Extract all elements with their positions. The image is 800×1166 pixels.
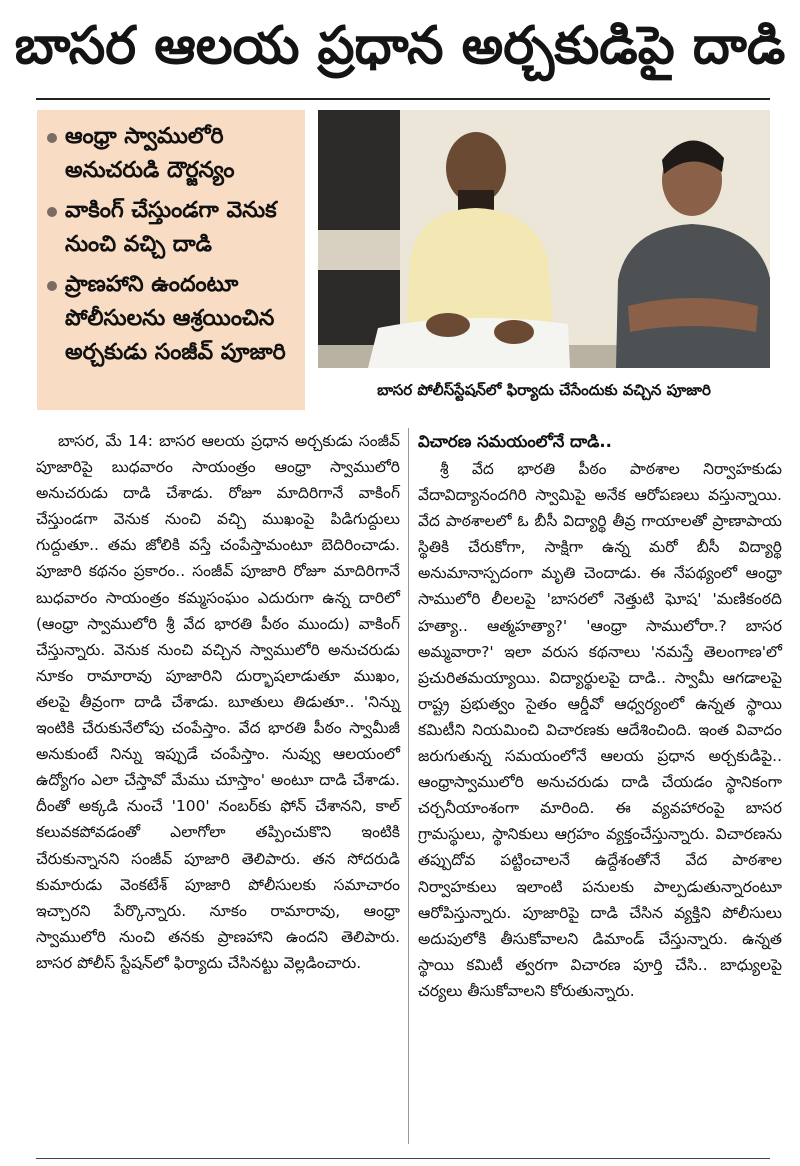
highlight-item bbox=[47, 120, 297, 188]
bullet-dot-icon bbox=[47, 207, 57, 217]
headline-rule bbox=[36, 98, 770, 100]
column-divider bbox=[408, 428, 409, 1144]
article-right-column bbox=[418, 428, 782, 1004]
highlight-text: వాకింగ్ చేస్తుండగా వెనుక నుంచి వచ్చి దాడి bbox=[65, 198, 277, 257]
article-paragraph: శ్రీ వేద భారతి పీఠం పాఠశాల నిర్వాహకుడు వేదావిద్యానందగిరి స్వామిపై అనేక ఆరోపణలు వస్తున్నాయి. వేద పాఠశాలలో ఓ బీసీ విద్యార్థి తీవ్ర గాయాలతో ప్రాణాపాయ స్థితికి చేరుకోగా, సాక్షిగా ఉన్న మరో బీసీ విద్యార్థి అనుమానాస్పదంగా మృతి చెందాడు. ఈ నేపథ్యంలో ఆంధ్రా సాములోరి లీలలపై 'బాసరలో నెత్తుటి ఘోష' 'మణికంఠది హత్యా.. ఆత్మహత్యా?' 'ఆంధ్రా సాములోరా.? బాసర అమ్మవారా?' ఇలా వరుస కథనాలు 'నమస్తే తెలంగాణ'లో ప్రచురితమయ్యాయి. విద్యార్థులపై దాడి.. స్వామీ ఆగడాలపై రాష్ట్ర ప్రభుత్వం సైతం ఆర్డీవో ఆధ్వర్యంలో ఉన్నత స్థాయి కమిటీని నియమించి విచారణకు ఆదేశించింది. ఇంత వివాదం జరుగుతున్న సమయంలోనే ఆలయ ప్రధాన అర్చకుడిపై.. ఆంధ్రాస్వాములోరి అనుచరుడు దాడి చేయడం స్థానికంగా చర్చనీయాంశంగా మారింది. ఈ వ్యవహారంపై బాసర గ్రామస్థులు, స్థానికులు ఆగ్రహం వ్యక్తంచేస్తున్నారు. విచారణను తప్పుదోవ పట్టించాలనే ఉద్దేశంతోనే వేద పాఠశాల నిర్వాహకులు ఇలాంటి పనులకు పాల్పడుతున్నారంటూ ఆరోపిస్తున్నారు. పూజారిపై దాడి చేసిన వ్యక్తిని పోలీసులు అదుపులోకి తీసుకోవాలని డిమాండ్ చేస్తున్నారు. ఉన్నత స్థాయి కమిటీ త్వరగా విచారణ పూర్తి చేసి.. బాధ్యులపై చర్యలు తీసుకోవాలని కోరుతున్నారు. bbox=[418, 460, 782, 1000]
highlight-item bbox=[47, 194, 297, 262]
photo-caption: బాసర పోలీస్‌స్టేషన్‌లో ఫిర్యాదు చేసేందుకు వచ్చిన పూజారి bbox=[377, 381, 711, 399]
news-photo bbox=[318, 110, 770, 368]
subheading: విచారణ సమయంలోనే దాడి.. bbox=[418, 432, 612, 451]
highlight-text: ప్రాణహాని ఉందంటూ పోలీసులను ఆశ్రయించిన అర్చకుడు సంజీవ్ పూజారి bbox=[65, 272, 286, 365]
highlight-item bbox=[47, 268, 297, 370]
highlights-box bbox=[37, 110, 305, 410]
bottom-rule bbox=[36, 1158, 770, 1159]
headline: బాసర ఆలయ ప్రధాన అర్చకుడిపై దాడి bbox=[14, 15, 786, 76]
highlight-text: ఆంధ్రా స్వాములోరి అనుచరుడి దౌర్జన్యం bbox=[65, 124, 235, 183]
bullet-dot-icon bbox=[47, 133, 57, 143]
photo-illustration bbox=[318, 110, 770, 368]
article-left-column bbox=[36, 428, 400, 976]
bullet-dot-icon bbox=[47, 281, 57, 291]
article-paragraph: బాసర, మే 14: బాసర ఆలయ ప్రధాన అర్చకుడు సంజీవ్ పూజారిపై బుధవారం సాయంత్రం ఆంధ్రా స్వాములోరి అనుచరుడు దాడి చేశాడు. రోజూ మాదిరిగానే వాకింగ్ చేస్తుండగా వెనుక నుంచి వచ్చి ముఖంపై పిడిగుద్దులు గుద్దుతూ.. తమ జోలికి వస్తే చంపేస్తామంటూ బెదిరించాడు. పూజారి కథనం ప్రకారం.. సంజీవ్ పూజారి రోజూ మాదిరిగానే బుధవారం సాయంత్రం కమ్మసంఘం ఎదురుగా ఉన్న దారిలో (ఆంధ్రా స్వాములోరి శ్రీ వేద భారతి పీఠం ముందు) వాకింగ్ చేస్తున్నారు. వెనుక నుంచి వచ్చిన స్వాములోరి అనుచరుడు నూకం రామారావు పూజారిని దుర్భాషలాడుతూ ముఖం, తలపై తీవ్రంగా దాడి చేశాడు. బూతులు తిడుతూ.. 'నిన్ను ఇంటికి చేరుకునేలోపు చంపేస్తాం. వేద భారతి పీఠం స్వామీజీ అనుకుంటే నిన్ను ఇప్పుడే చంపేస్తాం. నువ్వు ఆలయంలో ఉద్యోగం ఎలా చేస్తావో మేము చూస్తాం' అంటూ దాడి చేశాడు. దీంతో అక్కడి నుంచే '100' నంబర్‌కు ఫోన్ చేశానని, కాల్ కలువకపోవడంతో ఎలాగోలా తప్పించుకొని ఇంటికి చేరుకున్నానని సంజీవ్ పూజారి తెలిపారు. తన సోదరుడి కుమారుడు వెంకటేశ్ పూజారి పోలీసులకు సమాచారం ఇచ్చారని పేర్కొన్నారు. నూకం రామారావు, ఆంధ్రా స్వాములోరి నుంచి తనకు ప్రాణహాని ఉందని తెలిపారు. బాసర పోలీస్ స్టేషన్‌లో ఫిర్యాదు చేసినట్టు వెల్లడించారు. bbox=[36, 432, 400, 972]
